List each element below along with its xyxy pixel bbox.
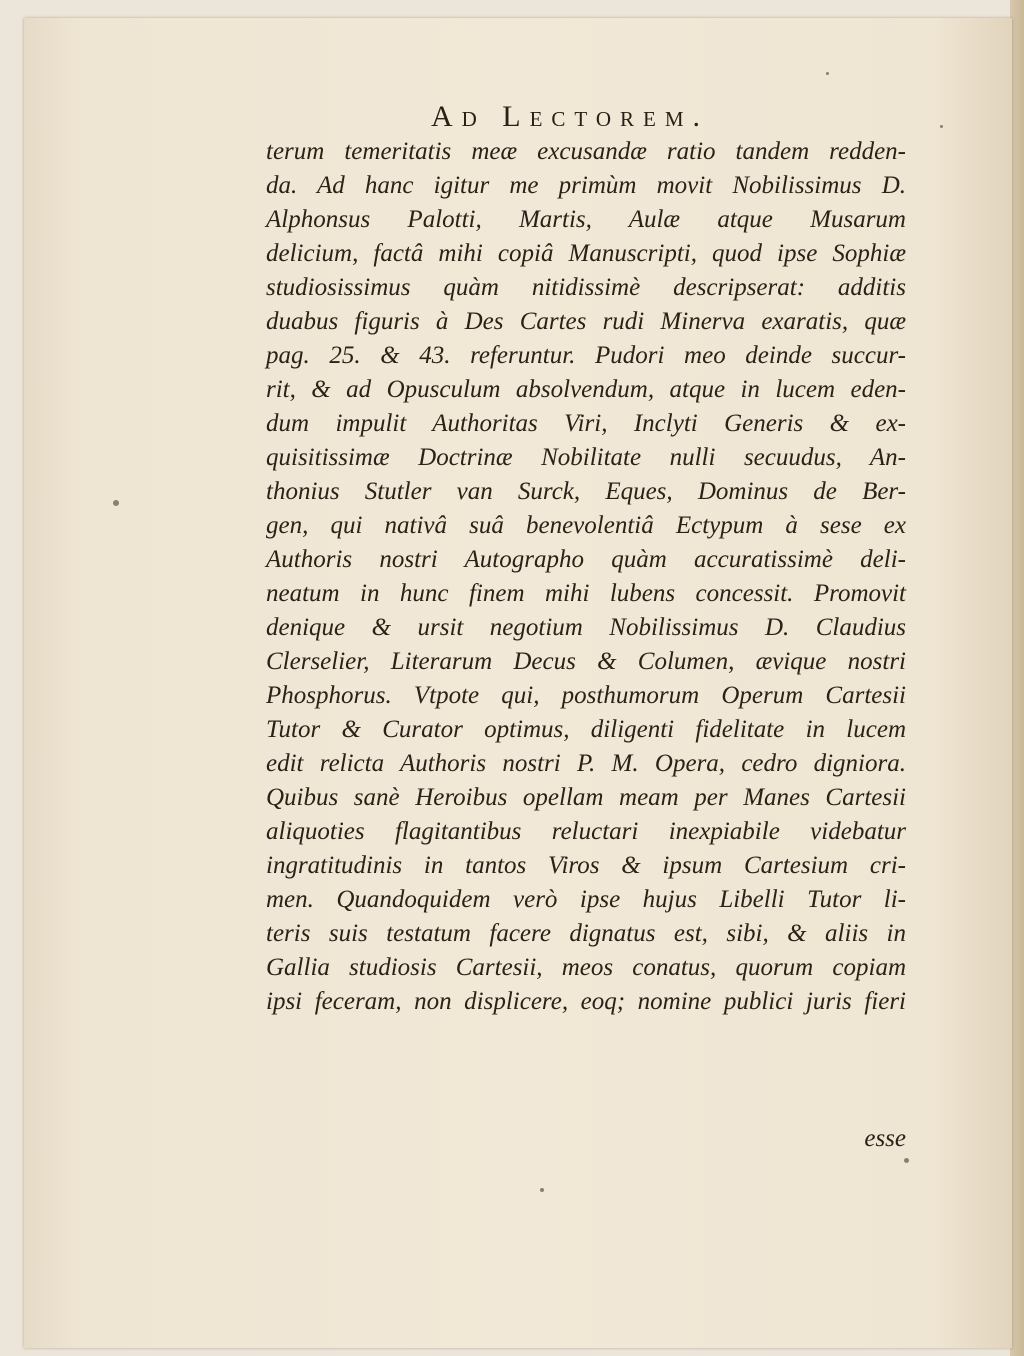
text-line: rit, & ad Opusculum absolvendum, atque in lucem eden- [266,376,906,403]
catchword: esse [864,1125,906,1152]
text-line: edit relicta Authoris nostri P. M. Opera, cedro digniora. [266,750,906,777]
text-line: Alphonsus Palotti, Martis, Aulæ atque Musarum [266,206,906,233]
text-line: Authoris nostri Autographo quàm accuratissimè deli- [266,546,906,573]
book-fore-edge [1010,0,1024,1356]
text-line: denique & ursit negotium Nobilissimus D. Claudius [266,614,906,641]
paper-speck [826,72,829,75]
paper-speck [904,1158,909,1163]
text-line: Quibus sanè Heroibus opellam meam per Manes Cartesii [266,784,906,811]
text-line: men. Quandoquidem verò ipse hujus Libelli Tutor li- [266,886,906,913]
text-line: gen, qui nativâ suâ benevolentiâ Ectypum à sese ex [266,512,906,539]
text-line: quisitissimæ Doctrinæ Nobilitate nulli secuudus, An- [266,444,906,471]
running-head: Ad Lectorem. [430,100,710,133]
paper-speck [113,500,119,506]
text-line: aliquoties flagitantibus reluctari inexpiabile videbatur [266,818,906,845]
text-line: Phosphorus. Vtpote qui, posthumorum Operum Cartesii [266,682,906,709]
text-line: Tutor & Curator optimus, diligenti fidelitate in lucem [266,716,906,743]
text-line: Clerselier, Literarum Decus & Columen, ævique nostri [266,648,906,675]
paper-speck [540,1188,544,1192]
text-line: pag. 25. & 43. referuntur. Pudori meo deinde succur- [266,342,906,369]
text-line: da. Ad hanc igitur me primùm movit Nobilissimus D. [266,172,906,199]
text-line: terum temeritatis meæ excusandæ ratio tandem redden- [266,138,906,165]
text-line: delicium, factâ mihi copiâ Manuscripti, quod ipse Sophiæ [266,240,906,267]
text-line: dum impulit Authoritas Viri, Inclyti Generis & ex- [266,410,906,437]
text-line: ingratitudinis in tantos Viros & ipsum Cartesium cri- [266,852,906,879]
text-line: Gallia studiosis Cartesii, meos conatus, quorum copiam [266,954,906,981]
text-line: teris suis testatum facere dignatus est, sibi, & aliis in [266,920,906,947]
paper-speck [940,125,943,128]
text-line: ipsi feceram, non displicere, eoq; nomine publici juris fieri [266,988,906,1015]
text-line: studiosissimus quàm nitidissimè descripserat: additis [266,274,906,301]
text-line: neatum in hunc finem mihi lubens concessit. Promovit [266,580,906,607]
text-line: thonius Stutler van Surck, Eques, Dominus de Ber- [266,478,906,505]
body-text [266,135,906,1019]
text-line: duabus figuris à Des Cartes rudi Minerva exaratis, quæ [266,308,906,335]
